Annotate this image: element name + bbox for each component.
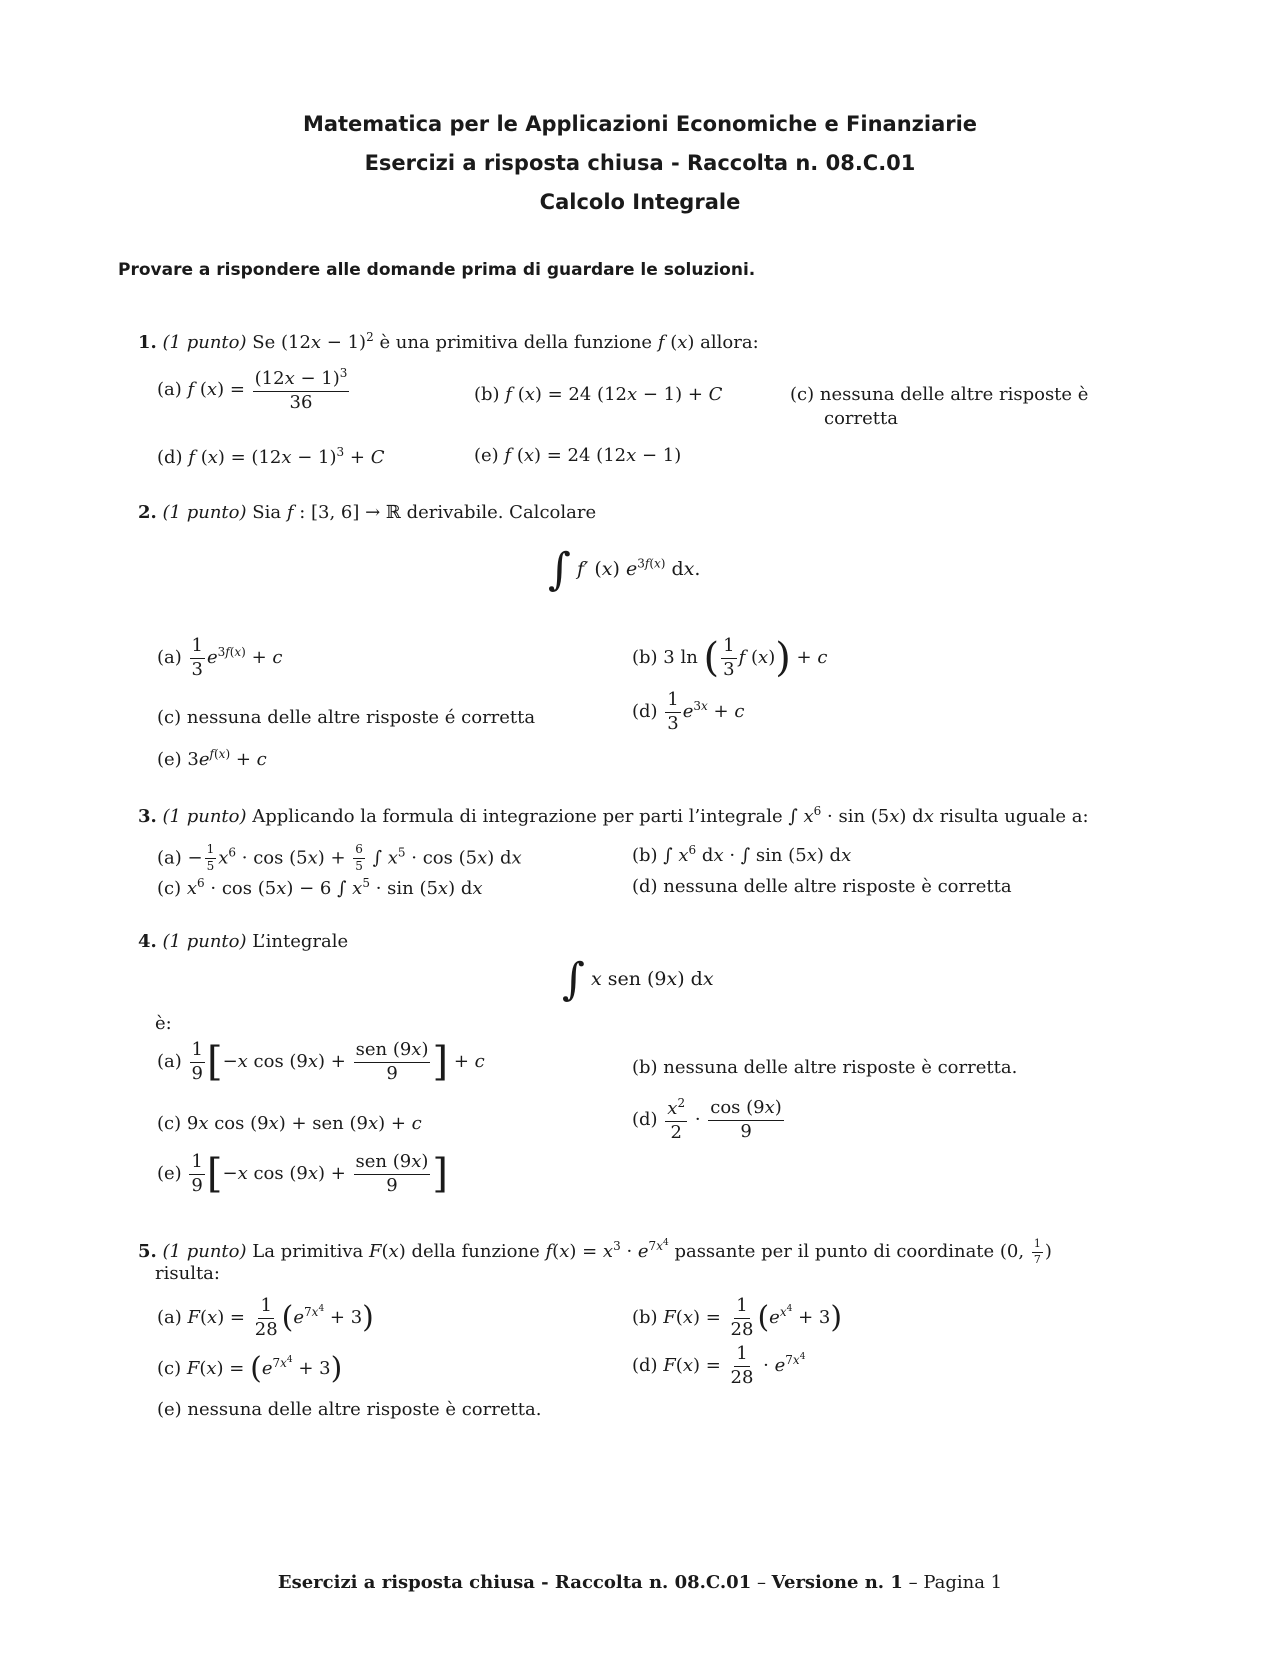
question-number: 1. <box>138 332 157 353</box>
document-title: Matematica per le Applicazioni Economiche e Finanziarie <box>302 112 978 136</box>
question-points: (1 punto) <box>162 806 247 827</box>
integral-display-2: ∫ f′ (x) $e^{3f(x)}$ dx. <box>548 544 701 595</box>
option-1d[interactable]: (d) f $(x) = (12x - 1)^3 + C$ <box>157 445 385 468</box>
option-1b[interactable]: (b) f (x) = 24 (12x − 1) + C <box>474 384 723 405</box>
question-number: 5. <box>138 1241 157 1263</box>
option-2c[interactable]: (c) nessuna delle altre risposte é corretta <box>157 707 536 728</box>
collection-subtitle: Esercizi a risposta chiusa - Raccolta n. 08.C.01 <box>364 151 916 175</box>
option-3a[interactable]: (a) − $\frac{1}{5}$ $x^6 \cdot \cos (5x)$ + $\frac{6}{5}$ ∫ $x^5 \cdot \cos (5x)$ dx <box>157 842 522 873</box>
option-3b[interactable]: (b) ∫ $x^6$ dx · ∫ sin (5x) dx <box>632 843 852 866</box>
question-5: 5. (1 punto) La primitiva F(x) della funzione $f(x) = x^3 \cdot e^{7x^4}$ passante per il punto di coordinate (0, $\frac{1}{7}$ ) <box>138 1237 1052 1266</box>
footer-collection: Esercizi a risposta chiusa - Raccolta n. 08.C.01 <box>277 1572 752 1593</box>
page-footer: Esercizi a risposta chiusa - Raccolta n. 08.C.01 – Versione n. 1 – Pagina 1 <box>277 1572 1003 1593</box>
question-4: 4. (1 punto) L’integrale <box>138 931 349 952</box>
option-5d[interactable]: (d) F(x) = $\frac{1}{28}$ · $e^{7x^4}$ <box>632 1343 806 1388</box>
option-1a[interactable]: (a) f (x) = $\frac{(12x - 1)^3}{36}$ <box>157 366 348 413</box>
question-3: 3. (1 punto) Applicando la formula di integrazione per parti l’integrale ∫ $x^6 \cdot \sin (5x)$ dx risulta uguale a: <box>138 804 1089 827</box>
option-5a[interactable]: (a) F(x) = $\frac{1}{28}$ $(e^{7x^4} + 3)$ <box>157 1295 374 1340</box>
topic-title: Calcolo Integrale <box>539 190 741 214</box>
option-4a[interactable]: (a) $\frac{1}{9}$ [−x cos (9x) + $\frac{\text{sen (9x)}}{9}$ ] + c <box>157 1039 485 1086</box>
option-2d[interactable]: (d) $\frac{1}{3}$ $e^{3x} + c$ <box>632 689 745 734</box>
question-points: (1 punto) <box>162 931 247 952</box>
footer-page: Pagina 1 <box>923 1572 1003 1593</box>
option-5c[interactable]: (c) $F(x) = (e^{7x^4} + 3)$ <box>157 1351 343 1386</box>
intro-instruction: Provare a rispondere alle domande prima di guardare le soluzioni. <box>118 260 756 280</box>
integral-display-4: ∫ x sen (9x) dx <box>562 954 714 1005</box>
option-5e[interactable]: (e) nessuna delle altre risposte è corretta. <box>157 1399 542 1420</box>
question-points: (1 punto) <box>162 332 247 353</box>
option-3c[interactable]: (c) $x^6 \cdot \cos (5x) - 6$ ∫ $x^5 \cdot \sin (5x)$ dx <box>157 876 483 899</box>
question-number: 4. <box>138 931 157 952</box>
option-2b[interactable]: (b) 3 ln ( $\frac{1}{3}$ f (x)) + c <box>632 635 828 682</box>
option-4d[interactable]: (d) $\frac{x^2}{2}$ · $\frac{\cos (9x)}{9}$ <box>632 1096 782 1143</box>
option-3d[interactable]: (d) nessuna delle altre risposte è corretta <box>632 876 1012 897</box>
question-points: (1 punto) <box>162 1241 247 1263</box>
option-4b[interactable]: (b) nessuna delle altre risposte è corretta. <box>632 1057 1018 1078</box>
footer-version: Versione n. 1 <box>771 1572 903 1593</box>
option-4e[interactable]: (e) $\frac{1}{9}$ [−x cos (9x) + $\frac{\text{sen (9x)}}{9}$ ] <box>157 1151 449 1198</box>
question-points: (1 punto) <box>162 502 247 523</box>
question-5-continuation: risulta: <box>155 1263 220 1284</box>
option-1e[interactable]: (e) f (x) = 24 (12x − 1) <box>474 445 682 466</box>
option-5b[interactable]: (b) F(x) = $\frac{1}{28}$ $(e^{x^4} + 3)$ <box>632 1295 843 1340</box>
option-1c[interactable]: (c) nessuna delle altre risposte è <box>790 384 1089 405</box>
option-1c-continuation: corretta <box>824 408 898 429</box>
option-2e[interactable]: (e) $3e^{f(x)} + c$ <box>157 747 267 770</box>
option-2a[interactable]: (a) $\frac{1}{3}$ $e^{3f(x)} + c$ <box>157 635 283 680</box>
question-2: 2. (1 punto) Sia f : [3, 6] → ℝ derivabile. Calcolare <box>138 502 597 523</box>
question-4-lead: è: <box>155 1013 172 1034</box>
question-number: 3. <box>138 806 157 827</box>
question-number: 2. <box>138 502 157 523</box>
question-1: 1. (1 punto) Se $(12x - 1)^2$ è una primitiva della funzione f (x) allora: <box>138 330 759 353</box>
option-4c[interactable]: (c) 9x cos (9x) + sen (9x) + c <box>157 1113 422 1134</box>
